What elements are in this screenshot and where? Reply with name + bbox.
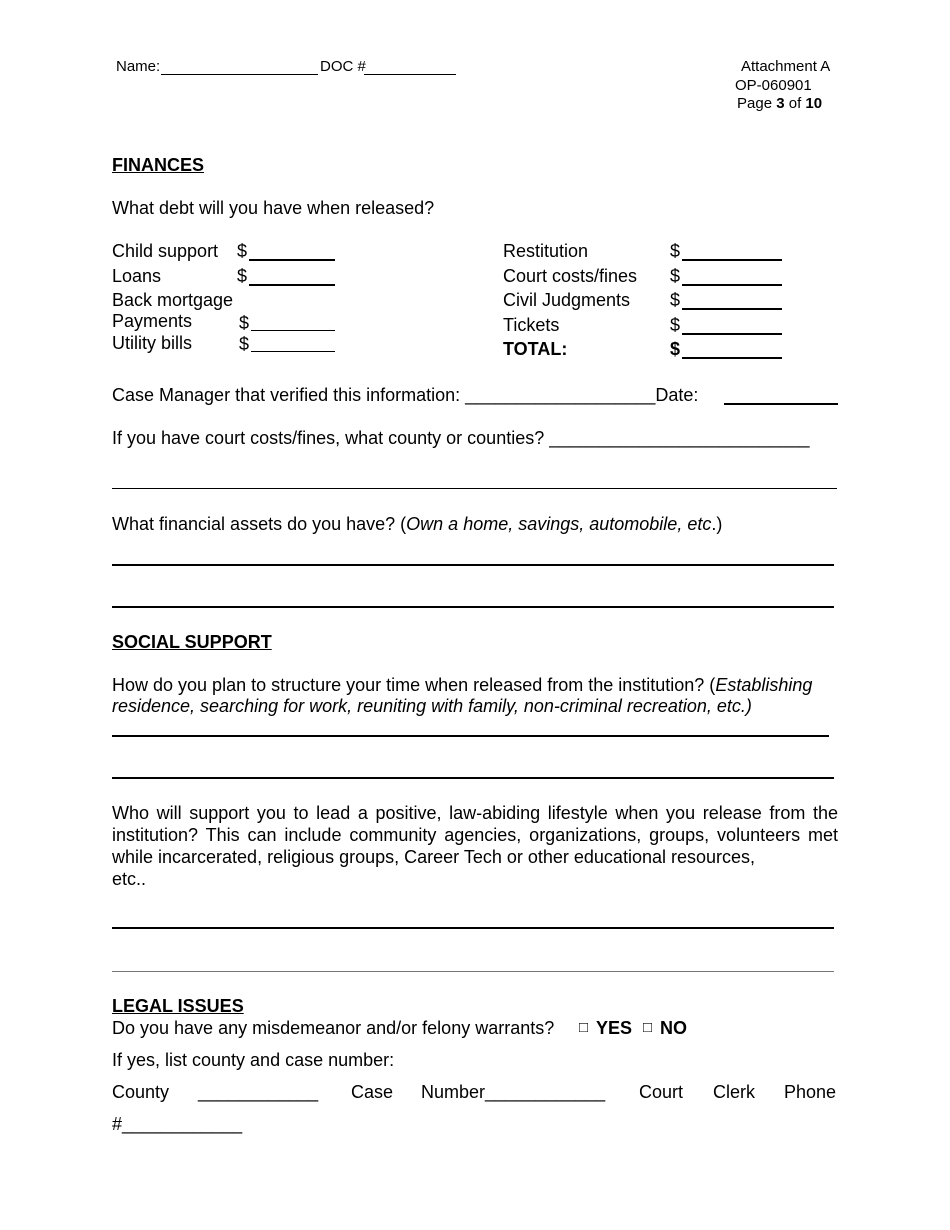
page-prefix: Page bbox=[737, 95, 773, 112]
child-support-label: Child support bbox=[112, 241, 219, 261]
tickets-label: Tickets bbox=[503, 315, 560, 335]
op-number: OP-060901 bbox=[735, 77, 812, 94]
social-support-heading: SOCIAL SUPPORT bbox=[112, 632, 272, 652]
page-total: 10 bbox=[805, 95, 823, 112]
assets-answer-line-1[interactable] bbox=[112, 564, 834, 566]
payments-field[interactable] bbox=[251, 330, 335, 331]
utility-bills-dollar: $ bbox=[239, 334, 250, 354]
finances-heading: FINANCES bbox=[112, 155, 205, 175]
structure-question-line-2: residence, searching for work, reuniting with family, non-criminal recreation, etc.) bbox=[112, 696, 752, 716]
utility-bills-field[interactable] bbox=[251, 351, 335, 352]
page-indicator bbox=[737, 95, 822, 113]
structure-answer-line-2[interactable] bbox=[112, 777, 834, 779]
doc-number-field[interactable] bbox=[364, 74, 456, 75]
court-costs-county-answer-line[interactable] bbox=[112, 488, 837, 489]
legal-issues-heading: LEGAL ISSUES bbox=[112, 996, 244, 1016]
assets-question-examples: Own a home, savings, automobile, etc bbox=[406, 514, 712, 534]
structure-question-italic-1: Establishing bbox=[715, 675, 813, 695]
court-costs-county-question: If you have court costs/fines, what county or counties? __________________________ bbox=[112, 428, 810, 448]
support-question bbox=[112, 802, 838, 890]
child-support-field[interactable] bbox=[249, 259, 335, 261]
loans-dollar: $ bbox=[237, 266, 248, 286]
court-costs-label: Court costs/fines bbox=[503, 266, 638, 286]
total-label: TOTAL: bbox=[503, 339, 568, 359]
court-label: Court bbox=[639, 1082, 684, 1102]
yes-checkbox[interactable]: □ bbox=[579, 1019, 589, 1036]
structure-answer-line-1[interactable] bbox=[112, 735, 829, 737]
loans-label: Loans bbox=[112, 266, 162, 286]
warrants-question: Do you have any misdemeanor and/or felony warrants? bbox=[112, 1018, 555, 1038]
court-costs-field[interactable] bbox=[682, 284, 782, 286]
doc-label: DOC # bbox=[320, 58, 366, 75]
tickets-field[interactable] bbox=[682, 333, 782, 335]
financial-assets-question bbox=[112, 513, 722, 535]
attachment-label: Attachment A bbox=[741, 58, 831, 75]
tickets-dollar: $ bbox=[670, 315, 681, 335]
child-support-dollar: $ bbox=[237, 241, 248, 261]
total-dollar: $ bbox=[670, 339, 681, 359]
page-of: of bbox=[788, 95, 802, 112]
yes-label: YES bbox=[596, 1018, 633, 1038]
date-field[interactable] bbox=[724, 403, 838, 405]
payments-label: Payments bbox=[112, 311, 193, 331]
assets-question-prefix: What financial assets do you have? ( bbox=[112, 514, 407, 534]
civil-judgments-field[interactable] bbox=[682, 308, 782, 310]
name-label: Name: bbox=[116, 58, 161, 75]
loans-field[interactable] bbox=[249, 284, 335, 286]
court-costs-dollar: $ bbox=[670, 266, 681, 286]
phone-label: Phone bbox=[784, 1082, 837, 1102]
restitution-field[interactable] bbox=[682, 259, 782, 261]
support-question-body: Who will support you to lead a positive, law-abiding lifestyle when you release from the institution? This can include community agencies, organizations, groups, volunteers met while incarcerated, religious groups, Career Tech or other educational resources, bbox=[112, 803, 838, 867]
page-current: 3 bbox=[776, 95, 785, 112]
case-manager-label: Case Manager that verified this information: ___________________Date: bbox=[112, 385, 699, 405]
civil-judgments-dollar: $ bbox=[670, 290, 681, 310]
if-yes-instruction: If yes, list county and case number: bbox=[112, 1050, 395, 1070]
name-field[interactable] bbox=[161, 74, 318, 75]
case-number-field[interactable]: Number____________ bbox=[421, 1082, 606, 1102]
structure-question-text: How do you plan to structure your time when released from the institution? ( bbox=[112, 675, 716, 695]
support-answer-line-2[interactable] bbox=[112, 971, 834, 972]
restitution-label: Restitution bbox=[503, 241, 589, 261]
payments-dollar: $ bbox=[239, 313, 250, 333]
support-question-end: etc.. bbox=[112, 869, 147, 889]
no-checkbox[interactable]: □ bbox=[643, 1019, 653, 1036]
debt-question: What debt will you have when released? bbox=[112, 198, 435, 218]
no-label: NO bbox=[660, 1018, 687, 1038]
assets-question-suffix: .) bbox=[711, 514, 723, 534]
utility-bills-label: Utility bills bbox=[112, 333, 193, 353]
back-mortgage-label: Back mortgage bbox=[112, 290, 234, 310]
structure-question-line-1 bbox=[112, 674, 812, 696]
support-answer-line-1[interactable] bbox=[112, 927, 834, 929]
total-field[interactable] bbox=[682, 357, 782, 359]
assets-answer-line-2[interactable] bbox=[112, 606, 834, 608]
clerk-label: Clerk bbox=[713, 1082, 756, 1102]
county-field[interactable]: ____________ bbox=[198, 1082, 319, 1102]
restitution-dollar: $ bbox=[670, 241, 681, 261]
phone-number-field[interactable]: #____________ bbox=[112, 1114, 243, 1134]
civil-judgments-label: Civil Judgments bbox=[503, 290, 631, 310]
county-label: County bbox=[112, 1082, 170, 1102]
case-label: Case bbox=[351, 1082, 394, 1102]
